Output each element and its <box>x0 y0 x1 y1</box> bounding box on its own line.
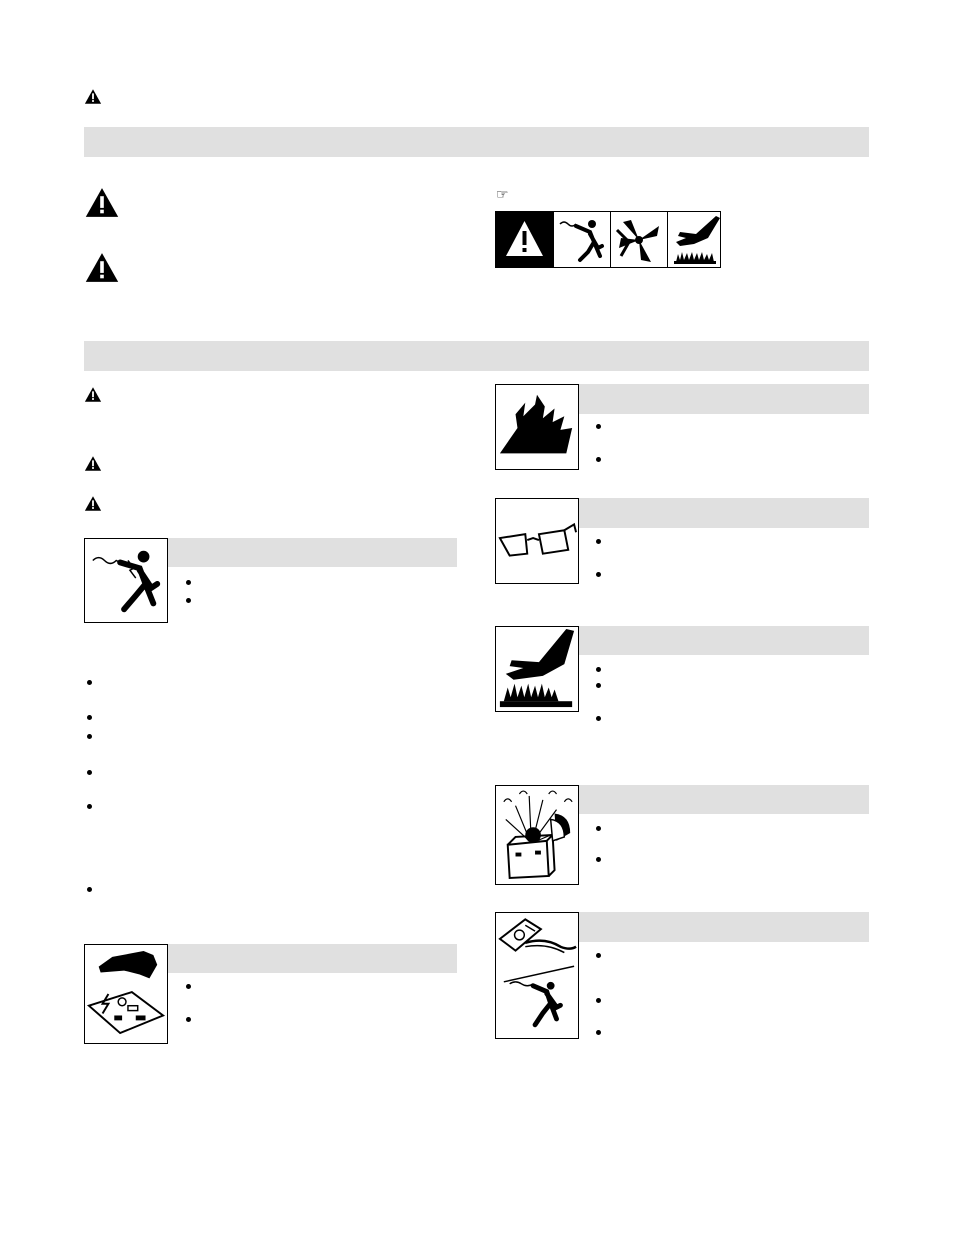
fire-icon <box>495 384 579 470</box>
bullet <box>596 424 601 429</box>
battery-explosion-icon <box>495 785 579 885</box>
electric-shock-icon <box>84 538 168 623</box>
bullet <box>596 826 601 831</box>
bullet <box>87 680 92 685</box>
bullet <box>87 887 92 892</box>
section-header-band <box>84 341 869 371</box>
warning-triangle-icon <box>84 251 120 284</box>
bullet <box>186 598 191 603</box>
hazard-header-band <box>579 785 869 814</box>
moving-parts-icon <box>611 212 668 267</box>
hazard-header-band <box>168 944 457 973</box>
hazard-symbol-strip <box>495 211 721 268</box>
electric-shock-icon <box>554 212 611 267</box>
hazard-header-band <box>579 626 869 655</box>
pointing-hand-icon: ☞ <box>496 187 509 203</box>
hot-parts-icon <box>495 626 579 712</box>
warning-triangle-icon <box>84 186 120 219</box>
bullet <box>596 539 601 544</box>
hazard-header-band <box>168 538 457 567</box>
warning-triangle-icon <box>84 386 102 403</box>
bullet <box>596 572 601 577</box>
bullet <box>186 580 191 585</box>
bullet <box>596 857 601 862</box>
general-hazard-icon <box>496 212 554 267</box>
hot-parts-icon <box>668 212 723 267</box>
bullet <box>87 715 92 720</box>
meter-shock-icon <box>495 912 579 1039</box>
bullet <box>186 984 191 989</box>
bullet <box>596 457 601 462</box>
bullet <box>596 953 601 958</box>
warning-triangle-icon <box>84 88 102 105</box>
bullet <box>87 770 92 775</box>
bullet <box>87 804 92 809</box>
warning-triangle-icon <box>84 455 102 472</box>
hazard-header-band <box>579 384 869 414</box>
bullet <box>87 734 92 739</box>
hazard-header-band <box>579 498 869 528</box>
hazard-header-band <box>579 912 869 942</box>
bullet <box>596 683 601 688</box>
bullet <box>186 1017 191 1022</box>
safety-glasses-icon <box>495 498 579 584</box>
bullet <box>596 716 601 721</box>
warning-triangle-icon <box>84 495 102 512</box>
bullet <box>596 998 601 1003</box>
section-header-band <box>84 127 869 157</box>
bullet <box>596 1030 601 1035</box>
static-discharge-icon <box>84 944 168 1044</box>
bullet <box>596 667 601 672</box>
